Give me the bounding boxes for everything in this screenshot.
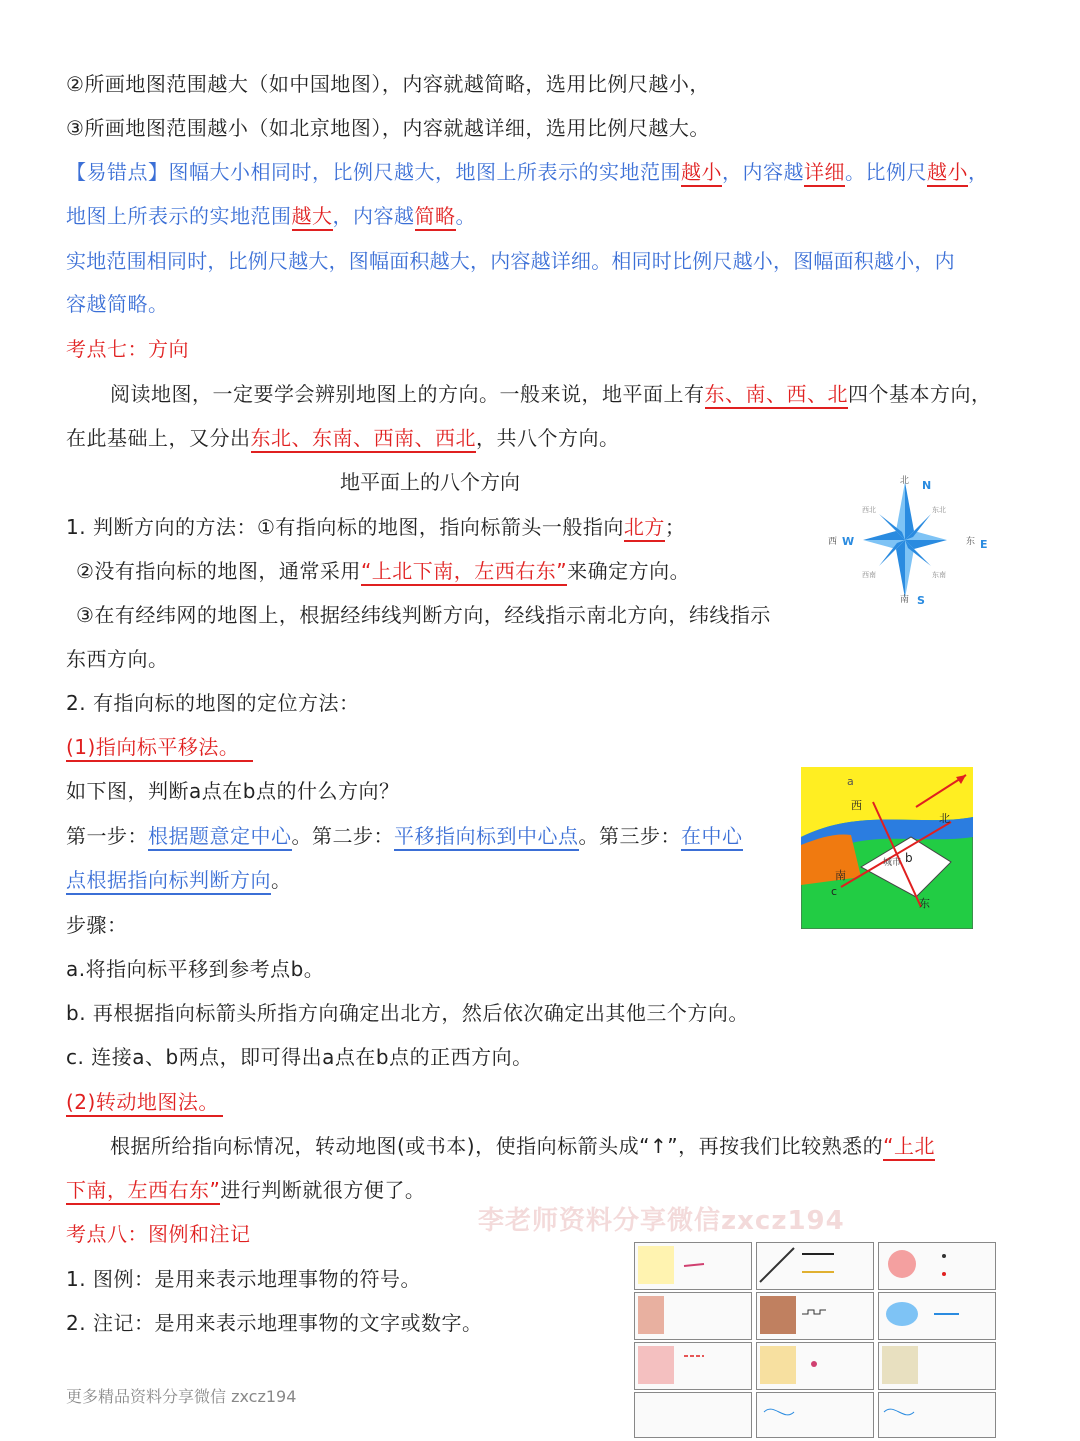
mistake-text-g: ， — [968, 160, 989, 184]
legend-symbols-drawing — [634, 1242, 996, 1436]
rule-quote-end: 下南，左西右东” — [66, 1178, 220, 1205]
compass-label-ne: 东北 — [932, 506, 946, 514]
rule-up-north: “上北下南，左西右东” — [361, 559, 567, 586]
rule-quote-start: “上北 — [883, 1134, 935, 1161]
compass-label-north-cn: 北 — [900, 476, 910, 486]
text-line-16: 如下图，判断a点在b点的什么方向？ — [66, 779, 400, 803]
map-label-east: 东 — [919, 897, 930, 910]
text-line-26: 1. 图例：是用来表示地理事物的符号。 — [66, 1267, 421, 1291]
text-line-9 — [66, 424, 620, 452]
mistake-key-detailed: 详细 — [804, 160, 845, 187]
text-17a: 第一步： — [66, 824, 148, 848]
text-line-25 — [66, 1176, 425, 1204]
text-10c: ； — [664, 515, 686, 539]
method-2-heading — [66, 1088, 223, 1116]
step-1-key: 根据题意定中心 — [148, 824, 292, 851]
compass-label-sw: 西南 — [862, 571, 876, 579]
text-line-1: ②所画地图范围越大（如中国地图），内容就越简略，选用比例尺越小， — [66, 72, 710, 96]
text-line-24 — [110, 1132, 935, 1160]
map-label-south: 南 — [835, 869, 846, 882]
mistake-point-line-2 — [66, 202, 476, 230]
footer-note: 更多精品资料分享微信 zxcz194 — [66, 1387, 297, 1406]
text-line-27: 2. 注记：是用来表示地理事物的文字或数字。 — [66, 1311, 483, 1335]
method-1-label: (1)指向标平移法。 — [66, 735, 253, 762]
text-line-11 — [76, 557, 690, 585]
section-heading-7: 考点七：方向 — [66, 337, 189, 361]
map-label-b: b — [905, 851, 913, 865]
mistake-text-4c: ，内容越 — [332, 204, 415, 228]
step-3-key-a: 在中心 — [681, 824, 743, 851]
method-1-heading — [66, 733, 253, 761]
text-line-20: a.将指向标平移到参考点b。 — [66, 957, 325, 981]
map-label-west: 西 — [851, 799, 862, 812]
map-label-north: 北 — [939, 812, 950, 825]
four-directions: 东、南、西、北 — [705, 382, 849, 409]
north-key: 北方 — [624, 515, 665, 542]
text-line-10 — [66, 513, 685, 541]
step-2-key: 平移指向标到中心点 — [394, 824, 579, 851]
mistake-key-larger: 越大 — [292, 204, 333, 231]
text-line-14: 2. 有指向标的地图的定位方法： — [66, 691, 360, 715]
compass-label-se: 东南 — [932, 571, 946, 579]
compass-label-south-cn: 南 — [900, 595, 910, 605]
text-line-18 — [66, 866, 292, 894]
text-line-19: 步骤： — [66, 913, 128, 937]
mistake-key-smaller: 越小 — [681, 160, 722, 187]
orientation-map-figure — [801, 767, 973, 929]
section-heading-8: 考点八：图例和注记 — [66, 1222, 251, 1246]
text-11a: ②没有指向标的地图，通常采用 — [76, 559, 361, 583]
text-8c: 四个基本方向， — [848, 382, 992, 406]
map-label-a: a — [847, 775, 854, 788]
watermark: 李老师资料分享微信zxcz194 — [478, 1206, 845, 1236]
method-2-label: (2)转动地图法。 — [66, 1090, 223, 1117]
compass-caption: 地平面上的八个方向 — [340, 470, 520, 494]
text-line-6: 容越简略。 — [66, 292, 169, 316]
text-line-21: b. 再根据指向标箭头所指方向确定出北方，然后依次确定出其他三个方向。 — [66, 1001, 749, 1025]
text-9c: ，共八个方向。 — [476, 426, 620, 450]
compass-label-n: N — [922, 479, 932, 492]
text-line-5: 实地范围相同时，比例尺越大，图幅面积越大，内容越详细。相同时比例尺越小，图幅面积越小，内 — [66, 249, 955, 273]
map-label-c: c — [831, 885, 838, 898]
text-11c: 来确定方向。 — [567, 559, 691, 583]
text-9a: 在此基础上，又分出 — [66, 426, 251, 450]
mistake-text-e: 。比例尺 — [845, 160, 927, 184]
text-line-22: c. 连接a、b两点，即可得出a点在b点的正西方向。 — [66, 1045, 533, 1069]
compass-label-e: E — [980, 538, 988, 551]
compass-label-east-cn: 东 — [966, 537, 976, 547]
mistake-key-smaller-2: 越小 — [927, 160, 968, 187]
mistake-point-line-1 — [66, 158, 989, 186]
map-label-city: 城市 — [883, 858, 902, 868]
text-8a: 阅读地图，一定要学会辨别地图上的方向。一般来说，地平面上有 — [110, 382, 705, 406]
text-line-17 — [66, 822, 743, 850]
text-24a: 根据所给指向标情况，转动地图(或书本)，使指向标箭头成“↑”，再按我们比较熟悉的 — [110, 1134, 884, 1158]
compass-label-w: W — [842, 535, 855, 548]
mistake-text-c: ，内容越 — [722, 160, 804, 184]
mistake-text-4a: 地图上所表示的实地范围 — [66, 204, 292, 228]
text-17c: 。第二步： — [291, 824, 394, 848]
text-line-13: 东西方向。 — [66, 647, 169, 671]
text-25b: 进行判断就很方便了。 — [220, 1178, 426, 1202]
text-18b: 。 — [271, 868, 292, 892]
compass-rose-figure — [820, 470, 1000, 610]
mistake-key-brief: 简略 — [415, 204, 456, 231]
legend-samples-grid — [634, 1242, 996, 1436]
text-10a: 1. 判断方向的方法：①有指向标的地图，指向标箭头一般指向 — [66, 515, 624, 539]
compass-label-s: S — [917, 594, 925, 607]
text-line-12: ③在有经纬网的地图上，根据经纬线判断方向，经线指示南北方向，纬线指示 — [76, 603, 771, 627]
text-line-8 — [110, 380, 992, 408]
text-17e: 。第三步： — [578, 824, 681, 848]
mistake-text-a: 【易错点】图幅大小相同时，比例尺越大，地图上所表示的实地范围 — [66, 160, 681, 184]
mistake-text-4e: 。 — [455, 204, 476, 228]
four-intermediate-directions: 东北、东南、西南、西北 — [251, 426, 477, 453]
compass-star-icon — [863, 482, 947, 598]
compass-label-nw: 西北 — [862, 506, 876, 514]
compass-label-west-cn: 西 — [828, 537, 838, 547]
step-3-key-b: 点根据指向标判断方向 — [66, 868, 271, 895]
text-line-2: ③所画地图范围越小（如北京地图），内容就越详细，选用比例尺越大。 — [66, 116, 710, 140]
